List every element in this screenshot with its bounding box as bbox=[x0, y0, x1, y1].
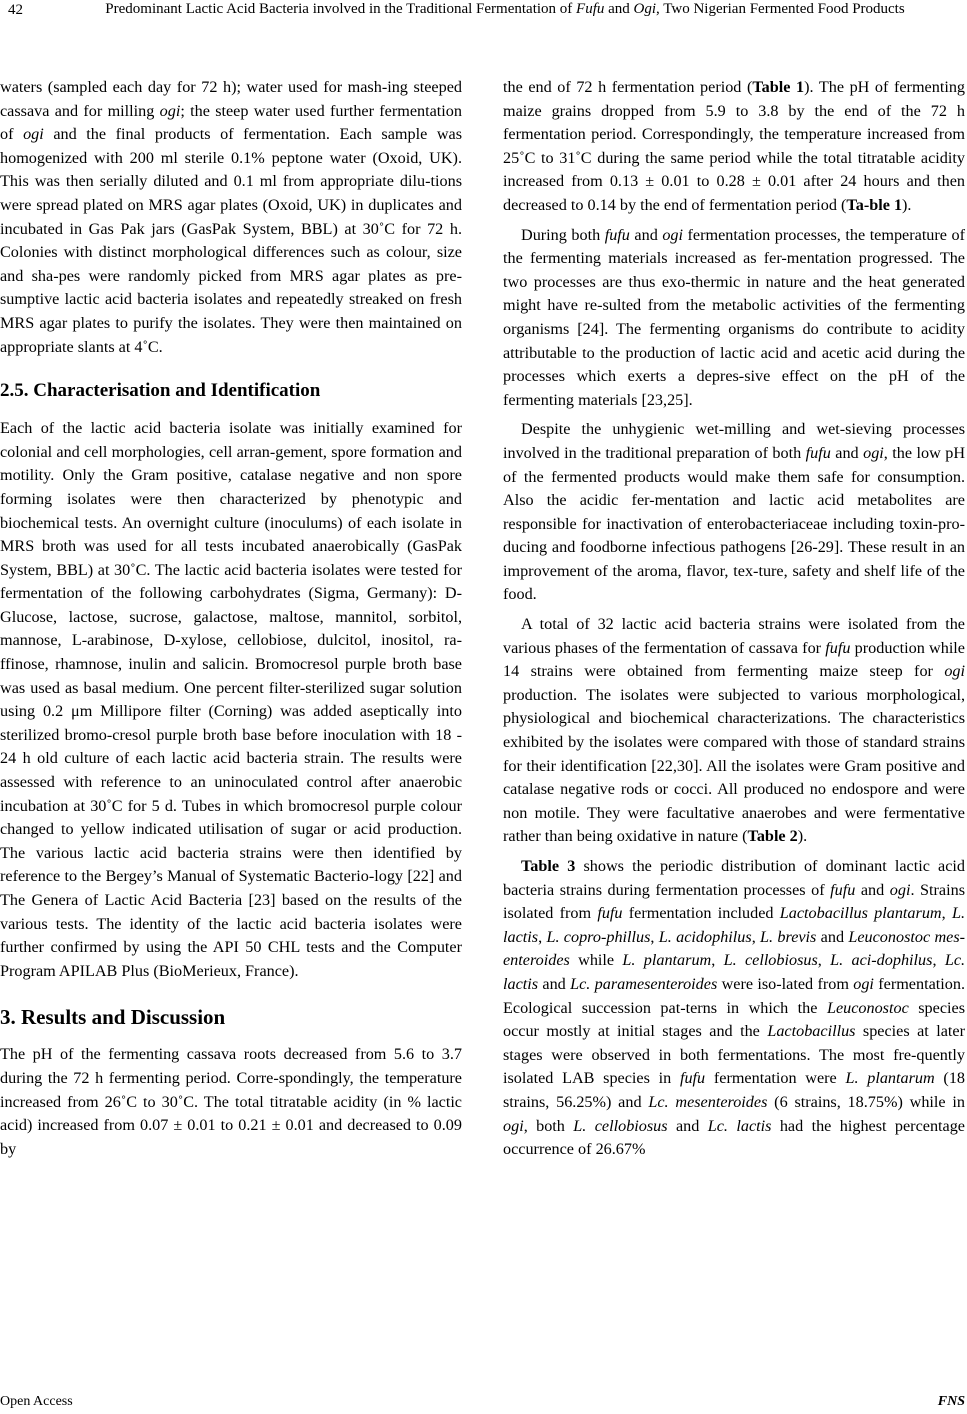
paragraph: During both fufu and ogi fermentation processes, the temperature of the fermenting materials increased as fer-mentation progressed. The two processes are thus exo-thermic in nature and the heat generated might have re-sulted from the metabolic activities of the fermenting organisms [24]. The fermenting organisms do contribute to acidity attributable to the production of lactic acid and acetic acid during the processes which exerts a depres-sive effect on the pH of the fermenting materials [23,25]. bbox=[503, 225, 965, 409]
paragraph: Each of the lactic acid bacteria isolate was initially examined for colonial and cell morphologies, cell arran-gement, spore formation and motility. Only the Gram positive, catalase negative and non spore forming isolates were then characterized by phenotypic and biochemical tests. An overnight culture (inoculums) of each isolate in MRS broth was used for all tests incubated anaerobically (GasPak System, BBL) at 30˚C. The lactic acid bacteria isolates were tested for fermentation of the following carbohydrates (Sigma, Germany): D-Glucose, lactose, sucrose, galactose, maltose, mannitol, sorbitol, mannose, L-arabinose, D-xylose, cellobiose, dulcitol, inositol, ra-ffinose, rhamnose, inulin and salicin. Bromocresol purple broth base was used as basal medium. One percent filter-sterilized sugar solution using 0.2 μm Millipore filter (Corning) was added aseptically into sterilized bromo-cresol purple broth base before inoculation with 18 - 24 h old culture of each lactic acid bacteria strain. The results were assessed with reference to an uninoculated control after anaerobic incubation at 30˚C for 5 d. Tubes in which bromocresol purple colour changed to yellow indicated utilisation of sugar or acid production. The various lactic acid bacteria strains were then identified by reference to the Bergey’s Manual of Systematic Bacterio-logy [22] and The Genera of Lactic Acid Bacteria [23] based on the results of the various tests. The identity of the lactic acid bacteria isolates were further confirmed by using the API 50 CHL tests and the Computer Program APILAB Plus (BioMerieux, France). bbox=[0, 419, 462, 980]
section-heading: 3. Results and Discussion bbox=[0, 1005, 226, 1030]
paragraph: the end of 72 h fermentation period (Table 1). The pH of fermenting maize grains dropped from 5.9 to 3.8 by the end of the 72 h fermentation period. Correspondingly, the temperature increased from 25˚C to 31˚C during the same period while the total titratable acidity increased from 0.13 ± 0.01 to 0.28 ± 0.01 after 24 hours and then decreased to 0.14 by the end of fermentation period (Ta-ble 1). bbox=[503, 78, 966, 214]
right-column bbox=[503, 76, 965, 1168]
paragraph: Table 3 shows the periodic distribution of dominant lactic acid bacteria strains during fermentation processes of fufu and ogi. Strains isolated from fufu fermentation included Lactobacillus plantarum, L. lactis, L. copro-phillus, L. acidophilus, L. brevis and Leuconostoc mes-enteroides while L. plantarum, L. cellobiosus, L. aci-dophilus, Lc. lactis and Lc. paramesenteroides were iso-lated from ogi fermentation. Ecological succession pat-terns in which the Leuconostoc species occur mostly at initial stages and the Lactobacillus species at later stages were observed in both fermentations. The most fre-quently isolated LAB species in fufu fermentation were L. plantarum (18 strains, 56.25%) and Lc. mesenteroides (6 strains, 18.75%) while in ogi, both L. cellobiosus and Lc. lactis had the highest percentage occurrence of 26.67% bbox=[503, 857, 966, 1159]
footer-open-access: Open Access bbox=[0, 1394, 73, 1409]
page-number: 42 bbox=[8, 2, 23, 18]
paragraph: waters (sampled each day for 72 h); water used for mash-ing steeped cassava and for milling ogi; the steep water used further fermentation of ogi and the final products of fermentation. Each sample was homogenized with 200 ml sterile 0.1% peptone water (Oxoid, UK). This was then serially diluted and 0.1 ml from appropriate dilu-tions were spread plated on MRS agar plates (Oxoid, UK) in duplicates and incubated in Gas Pak jars (GasPak System, BBL) at 30˚C for 72 h. Colonies with distinct morphological differences such as colour, size and sha-pes were randomly picked from MRS agar plates as pre-sumptive lactic acid bacteria isolates and repeatedly streaked on fresh MRS agar plates to purify the isolates. They were then maintained on appropriate slants at 4˚C. bbox=[0, 78, 463, 356]
running-title: Predominant Lactic Acid Bacteria involved in the Traditional Fermentation of Fufu and Ogi, Two Nigerian Fermented Food Products bbox=[105, 1, 905, 17]
paragraph: Despite the unhygienic wet-milling and wet-sieving processes involved in the traditional preparation of both fufu and ogi, the low pH of the fermented products would make them safe for consumption. Also the acidic fer-mentation and lactic acid metabolites are responsible for inactivation of enterobacteriaceae including toxin-pro-ducing and foodborne infectious pathogens [26-29]. These result in an improvement of the aroma, flavor, tex-ture, safety and shelf life of the food. bbox=[503, 420, 966, 604]
footer-journal-abbrev: FNS bbox=[937, 1394, 965, 1409]
section-heading: 2.5. Characterisation and Identification bbox=[0, 380, 321, 402]
paragraph: The pH of the fermenting cassava roots decreased from 5.6 to 3.7 during the 72 h fermenting period. Corre-spondingly, the temperature increased from 26˚C to 30˚C. The total titratable acidity (in % lactic acid) increased from 0.07 ± 0.01 to 0.21 ± 0.01 and decreased to 0.09 by bbox=[0, 1045, 462, 1158]
paragraph: A total of 32 lactic acid bacteria strains were isolated from the various phases of the fermentation of cassava for fufu production while 14 strains were obtained from fermenting maize steep for ogi production. The isolates were subjected to various morphological, physiological and biochemical characterizations. The characteristics exhibited by the isolates were compared with those of standard strains for their identification [22,30]. All the isolates were Gram positive and catalase negative rods or cocci. All produced no endospore and were non motile. They were facultative anaerobes and were fermentative rather than being oxidative in nature (Table 2). bbox=[503, 615, 965, 846]
left-column bbox=[0, 76, 462, 1167]
